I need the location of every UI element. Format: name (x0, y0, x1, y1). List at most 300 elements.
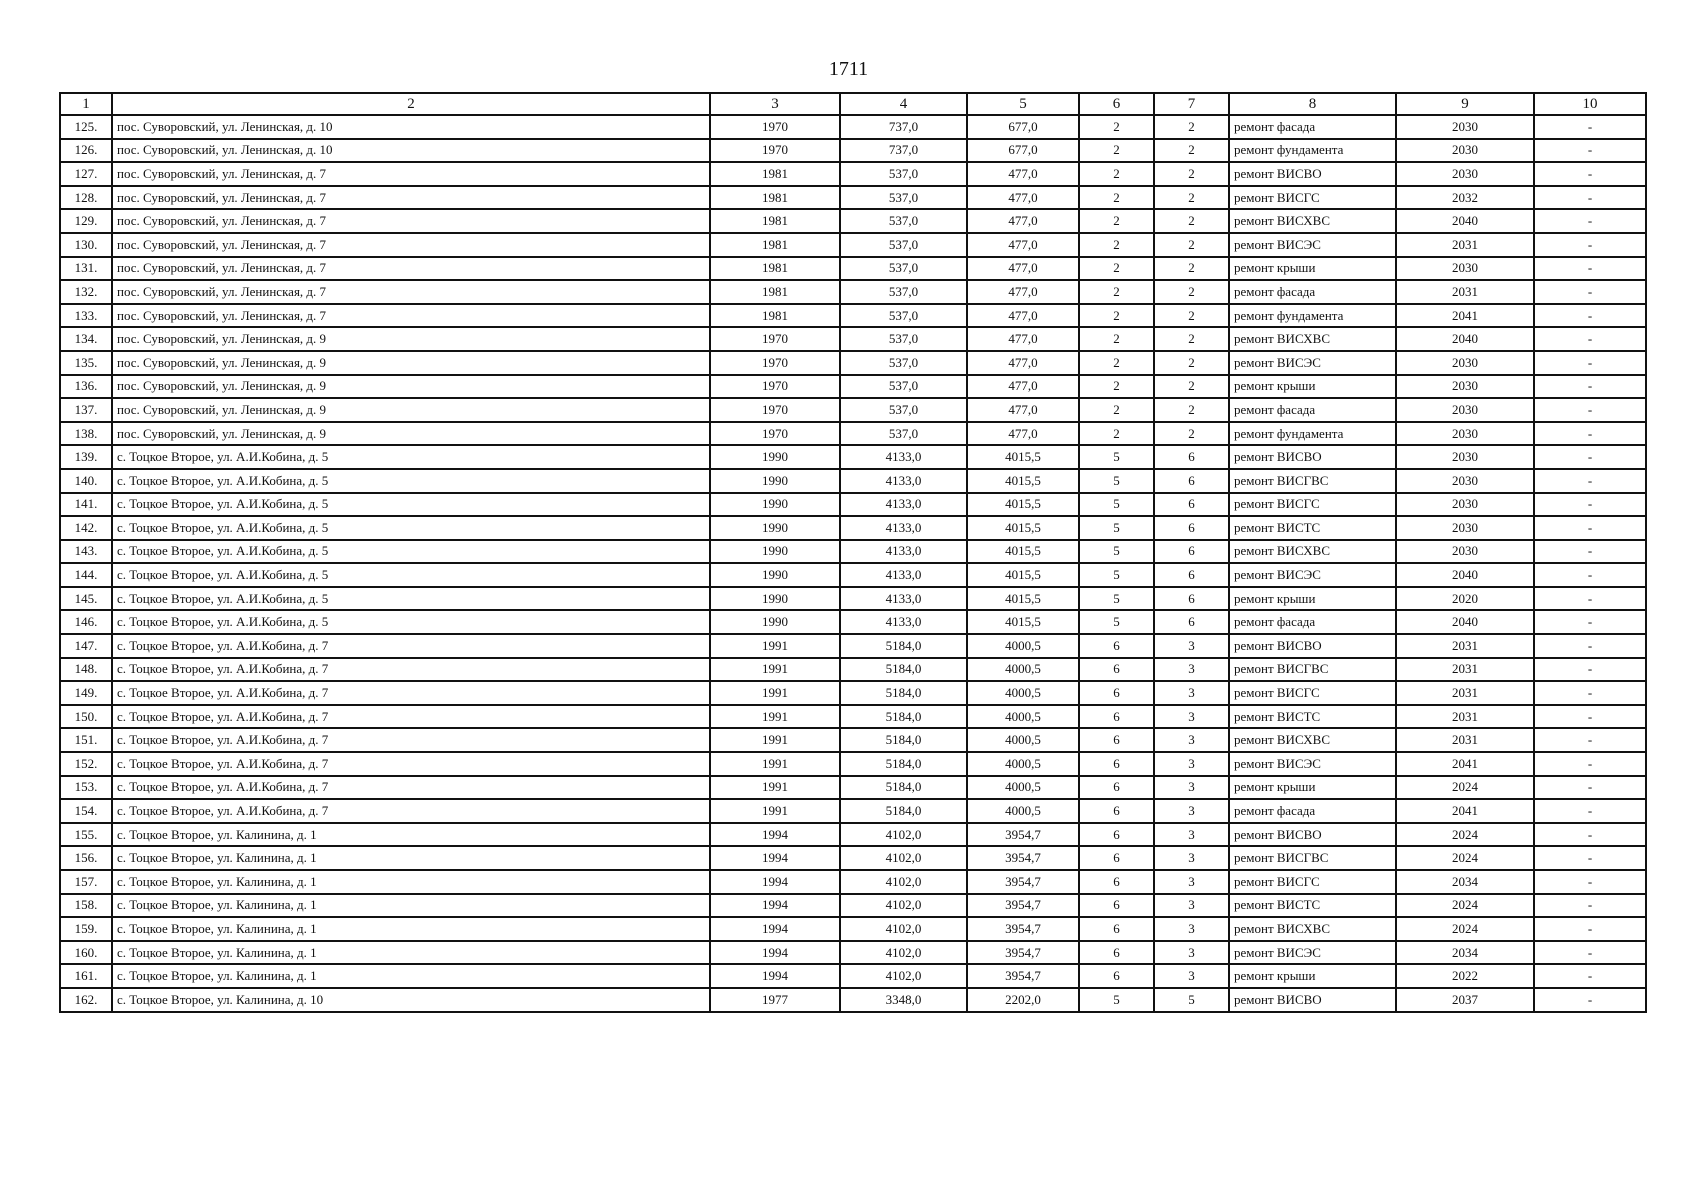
table-cell: 5184,0 (840, 728, 967, 752)
table-cell: пос. Суворовский, ул. Ленинская, д. 10 (112, 139, 710, 163)
table-row (60, 351, 1646, 375)
table-cell: 1994 (710, 894, 840, 918)
table-cell: 2040 (1396, 209, 1534, 233)
table-cell: - (1534, 422, 1646, 446)
table-cell: пос. Суворовский, ул. Ленинская, д. 7 (112, 162, 710, 186)
table-cell: 126. (60, 139, 112, 163)
table-cell: 4102,0 (840, 941, 967, 965)
table-cell: 2 (1079, 422, 1154, 446)
table-cell: 537,0 (840, 327, 967, 351)
table-cell: 1970 (710, 422, 840, 446)
table-row (60, 139, 1646, 163)
table-cell: 161. (60, 964, 112, 988)
table-cell: 2024 (1396, 846, 1534, 870)
table-cell: 2041 (1396, 304, 1534, 328)
table-cell: 4000,5 (967, 799, 1079, 823)
table-row (60, 846, 1646, 870)
table-row (60, 776, 1646, 800)
table-cell: 537,0 (840, 233, 967, 257)
table-cell: - (1534, 540, 1646, 564)
table-cell: 6 (1079, 894, 1154, 918)
table-row (60, 327, 1646, 351)
column-header: 7 (1154, 93, 1229, 115)
table-cell: 5184,0 (840, 658, 967, 682)
table-cell: 1977 (710, 988, 840, 1012)
table-cell: с. Тоцкое Второе, ул. А.И.Кобина, д. 7 (112, 752, 710, 776)
table-cell: 2 (1154, 257, 1229, 281)
table-cell: 1990 (710, 540, 840, 564)
table-cell: 2030 (1396, 398, 1534, 422)
column-header: 4 (840, 93, 967, 115)
table-cell: 2040 (1396, 327, 1534, 351)
table-cell: 537,0 (840, 280, 967, 304)
column-header: 8 (1229, 93, 1396, 115)
table-cell: 477,0 (967, 186, 1079, 210)
table-cell: 1991 (710, 799, 840, 823)
table-row (60, 162, 1646, 186)
table-cell: - (1534, 162, 1646, 186)
table-cell: пос. Суворовский, ул. Ленинская, д. 7 (112, 233, 710, 257)
table-cell: - (1534, 776, 1646, 800)
table-cell: 1981 (710, 257, 840, 281)
table-cell: 2 (1079, 257, 1154, 281)
table-cell: пос. Суворовский, ул. Ленинская, д. 7 (112, 257, 710, 281)
table-cell: 1981 (710, 162, 840, 186)
table-cell: 1991 (710, 776, 840, 800)
table-cell: 159. (60, 917, 112, 941)
table-cell: пос. Суворовский, ул. Ленинская, д. 9 (112, 422, 710, 446)
table-cell: 1991 (710, 752, 840, 776)
table-cell: ремонт крыши (1229, 776, 1396, 800)
table-cell: 5 (1079, 610, 1154, 634)
table-cell: ремонт ВИСГВС (1229, 846, 1396, 870)
table-cell: 2030 (1396, 162, 1534, 186)
table-cell: 3348,0 (840, 988, 967, 1012)
table-cell: 6 (1079, 776, 1154, 800)
table-cell: 156. (60, 846, 112, 870)
table-cell: ремонт фасада (1229, 398, 1396, 422)
table-cell: 147. (60, 634, 112, 658)
page-number: 1711 (828, 58, 869, 80)
table-cell: 1994 (710, 870, 840, 894)
table-cell: 5 (1079, 563, 1154, 587)
table-cell: 1970 (710, 351, 840, 375)
table-cell: ремонт фундамента (1229, 422, 1396, 446)
table-cell: 6 (1079, 728, 1154, 752)
table-cell: 4102,0 (840, 870, 967, 894)
table-cell: 2 (1079, 398, 1154, 422)
table-cell: 2020 (1396, 587, 1534, 611)
table-cell: 2 (1154, 115, 1229, 139)
table-cell: 3 (1154, 823, 1229, 847)
table-cell: 2 (1154, 280, 1229, 304)
table-cell: 477,0 (967, 162, 1079, 186)
table-cell: 4015,5 (967, 563, 1079, 587)
table-cell: 4102,0 (840, 964, 967, 988)
table-cell: - (1534, 257, 1646, 281)
table-cell: 1990 (710, 493, 840, 517)
table-cell: - (1534, 658, 1646, 682)
table-cell: 6 (1079, 964, 1154, 988)
table-body (60, 93, 1646, 1012)
table-cell: с. Тоцкое Второе, ул. А.И.Кобина, д. 5 (112, 516, 710, 540)
table-cell: с. Тоцкое Второе, ул. А.И.Кобина, д. 7 (112, 799, 710, 823)
column-header: 9 (1396, 93, 1534, 115)
table-cell: 2031 (1396, 280, 1534, 304)
table-cell: 2 (1154, 304, 1229, 328)
table-row (60, 257, 1646, 281)
table-cell: 3 (1154, 776, 1229, 800)
table-cell: 6 (1154, 516, 1229, 540)
table-cell: 1970 (710, 375, 840, 399)
table-cell: - (1534, 139, 1646, 163)
table-cell: - (1534, 846, 1646, 870)
table-cell: 6 (1079, 705, 1154, 729)
table-row (60, 398, 1646, 422)
table-cell: - (1534, 304, 1646, 328)
table-cell: ремонт фасада (1229, 610, 1396, 634)
table-cell: ремонт ВИСЭС (1229, 752, 1396, 776)
table-cell: 1991 (710, 728, 840, 752)
table-cell: 1991 (710, 705, 840, 729)
table-cell: 6 (1154, 493, 1229, 517)
table-cell: 133. (60, 304, 112, 328)
table-cell: 6 (1079, 917, 1154, 941)
table-cell: ремонт ВИСХВС (1229, 327, 1396, 351)
table-row (60, 870, 1646, 894)
table-cell: 4015,5 (967, 493, 1079, 517)
table-cell: 5184,0 (840, 752, 967, 776)
table-cell: 2 (1079, 351, 1154, 375)
table-cell: - (1534, 681, 1646, 705)
table-cell: с. Тоцкое Второе, ул. Калинина, д. 1 (112, 823, 710, 847)
table-cell: 1990 (710, 445, 840, 469)
table-cell: 138. (60, 422, 112, 446)
table-cell: 6 (1079, 752, 1154, 776)
table-cell: 143. (60, 540, 112, 564)
table-cell: 5184,0 (840, 799, 967, 823)
table-cell: 2030 (1396, 493, 1534, 517)
table-cell: 2030 (1396, 422, 1534, 446)
table-row (60, 941, 1646, 965)
table-cell: 1981 (710, 186, 840, 210)
table-cell: 2022 (1396, 964, 1534, 988)
table-cell: ремонт ВИСГС (1229, 681, 1396, 705)
table-cell: с. Тоцкое Второе, ул. Калинина, д. 1 (112, 894, 710, 918)
table-cell: 6 (1079, 941, 1154, 965)
table-cell: с. Тоцкое Второе, ул. А.И.Кобина, д. 5 (112, 469, 710, 493)
table-cell: 1970 (710, 139, 840, 163)
table-cell: 146. (60, 610, 112, 634)
table-cell: 3 (1154, 728, 1229, 752)
data-table (59, 92, 1647, 1013)
table-cell: 158. (60, 894, 112, 918)
table-cell: 5 (1079, 493, 1154, 517)
table-cell: - (1534, 516, 1646, 540)
table-cell: 4015,5 (967, 610, 1079, 634)
table-cell: 5 (1079, 988, 1154, 1012)
table-cell: 2030 (1396, 469, 1534, 493)
table-cell: с. Тоцкое Второе, ул. А.И.Кобина, д. 7 (112, 681, 710, 705)
table-cell: 1990 (710, 563, 840, 587)
table-cell: 2030 (1396, 115, 1534, 139)
table-cell: 140. (60, 469, 112, 493)
table-cell: 4000,5 (967, 728, 1079, 752)
table-cell: 477,0 (967, 233, 1079, 257)
table-cell: 1994 (710, 964, 840, 988)
table-cell: 4102,0 (840, 823, 967, 847)
table-cell: 4015,5 (967, 587, 1079, 611)
table-cell: 2 (1154, 327, 1229, 351)
table-cell: - (1534, 280, 1646, 304)
table-row (60, 917, 1646, 941)
table-cell: 4102,0 (840, 917, 967, 941)
table-cell: 2034 (1396, 941, 1534, 965)
table-cell: 145. (60, 587, 112, 611)
table-cell: - (1534, 209, 1646, 233)
table-cell: с. Тоцкое Второе, ул. А.И.Кобина, д. 7 (112, 658, 710, 682)
table-cell: 2 (1079, 375, 1154, 399)
table-cell: 6 (1154, 540, 1229, 564)
table-cell: 2024 (1396, 823, 1534, 847)
table-cell: 6 (1079, 823, 1154, 847)
table-row (60, 375, 1646, 399)
table-cell: ремонт ВИСЭС (1229, 563, 1396, 587)
table-cell: - (1534, 375, 1646, 399)
table-cell: 2030 (1396, 351, 1534, 375)
table-cell: 139. (60, 445, 112, 469)
table-cell: 1970 (710, 398, 840, 422)
table-row (60, 445, 1646, 469)
table-cell: 2 (1079, 139, 1154, 163)
table-cell: 6 (1154, 445, 1229, 469)
table-cell: с. Тоцкое Второе, ул. Калинина, д. 1 (112, 964, 710, 988)
table-cell: 3 (1154, 634, 1229, 658)
table-cell: 148. (60, 658, 112, 682)
table-cell: 2030 (1396, 445, 1534, 469)
table-cell: 1981 (710, 304, 840, 328)
table-cell: 2 (1079, 209, 1154, 233)
table-cell: - (1534, 634, 1646, 658)
table-cell: 537,0 (840, 375, 967, 399)
table-cell: - (1534, 799, 1646, 823)
table-cell: пос. Суворовский, ул. Ленинская, д. 9 (112, 375, 710, 399)
table-cell: 477,0 (967, 280, 1079, 304)
table-cell: 4133,0 (840, 493, 967, 517)
table-cell: 149. (60, 681, 112, 705)
table-cell: 2 (1079, 233, 1154, 257)
table-cell: ремонт ВИСХВС (1229, 728, 1396, 752)
table-cell: - (1534, 894, 1646, 918)
table-cell: - (1534, 563, 1646, 587)
table-cell: 2034 (1396, 870, 1534, 894)
table-cell: 677,0 (967, 139, 1079, 163)
table-cell: 4000,5 (967, 752, 1079, 776)
table-cell: 141. (60, 493, 112, 517)
table-cell: 1970 (710, 115, 840, 139)
table-cell: 677,0 (967, 115, 1079, 139)
table-cell: пос. Суворовский, ул. Ленинская, д. 9 (112, 351, 710, 375)
table-cell: с. Тоцкое Второе, ул. А.И.Кобина, д. 5 (112, 540, 710, 564)
table-cell: 3954,7 (967, 917, 1079, 941)
table-cell: 2040 (1396, 610, 1534, 634)
table-cell: 4015,5 (967, 516, 1079, 540)
table-row (60, 304, 1646, 328)
table-cell: 1994 (710, 846, 840, 870)
table-cell: с. Тоцкое Второе, ул. Калинина, д. 1 (112, 941, 710, 965)
table-cell: с. Тоцкое Второе, ул. А.И.Кобина, д. 5 (112, 587, 710, 611)
table-cell: 2030 (1396, 516, 1534, 540)
table-cell: 160. (60, 941, 112, 965)
table-row (60, 587, 1646, 611)
table-cell: 5 (1079, 516, 1154, 540)
table-cell: 6 (1154, 469, 1229, 493)
table-row (60, 422, 1646, 446)
table-cell: 2030 (1396, 375, 1534, 399)
table-cell: с. Тоцкое Второе, ул. А.И.Кобина, д. 5 (112, 563, 710, 587)
table-cell: ремонт ВИСЭС (1229, 351, 1396, 375)
table-cell: ремонт ВИСЭС (1229, 941, 1396, 965)
table-cell: 2 (1154, 351, 1229, 375)
table-cell: 1991 (710, 634, 840, 658)
table-cell: с. Тоцкое Второе, ул. А.И.Кобина, д. 7 (112, 728, 710, 752)
table-cell: 2041 (1396, 799, 1534, 823)
table-cell: 6 (1079, 799, 1154, 823)
table-cell: с. Тоцкое Второе, ул. Калинина, д. 10 (112, 988, 710, 1012)
table-cell: 3 (1154, 941, 1229, 965)
table-cell: ремонт ВИСГС (1229, 870, 1396, 894)
table-cell: 127. (60, 162, 112, 186)
column-header: 6 (1079, 93, 1154, 115)
table-cell: 3954,7 (967, 870, 1079, 894)
table-cell: 1994 (710, 823, 840, 847)
table-cell: - (1534, 823, 1646, 847)
table-cell: - (1534, 351, 1646, 375)
table-cell: 155. (60, 823, 112, 847)
table-row (60, 658, 1646, 682)
table-cell: - (1534, 941, 1646, 965)
table-cell: ремонт фундамента (1229, 139, 1396, 163)
table-cell: 4133,0 (840, 445, 967, 469)
table-cell: 2030 (1396, 540, 1534, 564)
table-cell: ремонт ВИСХВС (1229, 540, 1396, 564)
table-row (60, 681, 1646, 705)
table-cell: 2 (1154, 162, 1229, 186)
table-cell: ремонт ВИСГВС (1229, 469, 1396, 493)
table-cell: 1990 (710, 516, 840, 540)
table-cell: 150. (60, 705, 112, 729)
table-cell: - (1534, 115, 1646, 139)
table-cell: 136. (60, 375, 112, 399)
table-cell: 3 (1154, 964, 1229, 988)
table-cell: 4000,5 (967, 681, 1079, 705)
table-cell: - (1534, 705, 1646, 729)
table-cell: 6 (1079, 870, 1154, 894)
table-row (60, 728, 1646, 752)
table-cell: 144. (60, 563, 112, 587)
table-cell: ремонт ВИСВО (1229, 445, 1396, 469)
table-cell: - (1534, 610, 1646, 634)
table-cell: пос. Суворовский, ул. Ленинская, д. 10 (112, 115, 710, 139)
table-cell: 4133,0 (840, 563, 967, 587)
table-row (60, 705, 1646, 729)
table-cell: 3954,7 (967, 894, 1079, 918)
table-cell: 162. (60, 988, 112, 1012)
table-row (60, 280, 1646, 304)
table-cell: 477,0 (967, 422, 1079, 446)
table-cell: 4000,5 (967, 634, 1079, 658)
table-cell: - (1534, 870, 1646, 894)
table-cell: - (1534, 917, 1646, 941)
table-cell: 3954,7 (967, 846, 1079, 870)
table-cell: 2031 (1396, 634, 1534, 658)
table-cell: ремонт фасада (1229, 799, 1396, 823)
header-row (60, 93, 1646, 115)
table-cell: 2030 (1396, 257, 1534, 281)
table-cell: 2024 (1396, 917, 1534, 941)
table-cell: 137. (60, 398, 112, 422)
table-cell: 2 (1079, 162, 1154, 186)
table-cell: 2 (1079, 327, 1154, 351)
table-cell: 2 (1154, 139, 1229, 163)
table-row (60, 823, 1646, 847)
table-cell: 477,0 (967, 304, 1079, 328)
table-cell: ремонт ВИСТС (1229, 894, 1396, 918)
table-cell: 5 (1079, 445, 1154, 469)
table-cell: с. Тоцкое Второе, ул. А.И.Кобина, д. 5 (112, 610, 710, 634)
table-cell: 2037 (1396, 988, 1534, 1012)
table-cell: 3954,7 (967, 823, 1079, 847)
table-cell: ремонт ВИСХВС (1229, 917, 1396, 941)
table-row (60, 988, 1646, 1012)
table-cell: 6 (1079, 846, 1154, 870)
table-cell: - (1534, 233, 1646, 257)
table-cell: 6 (1154, 563, 1229, 587)
table-cell: 2 (1154, 422, 1229, 446)
table-cell: пос. Суворовский, ул. Ленинская, д. 9 (112, 327, 710, 351)
table-cell: 2 (1154, 233, 1229, 257)
table-cell: 2031 (1396, 658, 1534, 682)
table-cell: 5184,0 (840, 634, 967, 658)
table-cell: с. Тоцкое Второе, ул. Калинина, д. 1 (112, 870, 710, 894)
table-cell: ремонт ВИСХВС (1229, 209, 1396, 233)
table-cell: 5184,0 (840, 776, 967, 800)
column-header: 10 (1534, 93, 1646, 115)
table-cell: ремонт ВИСВО (1229, 988, 1396, 1012)
table-row (60, 115, 1646, 139)
table-cell: 1990 (710, 469, 840, 493)
table-cell: 4015,5 (967, 540, 1079, 564)
table-cell: с. Тоцкое Второе, ул. А.И.Кобина, д. 5 (112, 445, 710, 469)
table-cell: 537,0 (840, 398, 967, 422)
table-cell: 3 (1154, 846, 1229, 870)
table-cell: 1994 (710, 917, 840, 941)
table-cell: 5 (1154, 988, 1229, 1012)
table-cell: ремонт фасада (1229, 115, 1396, 139)
table-cell: ремонт фасада (1229, 280, 1396, 304)
table-cell: - (1534, 728, 1646, 752)
table-cell: 130. (60, 233, 112, 257)
table-row (60, 540, 1646, 564)
table-cell: ремонт ВИСВО (1229, 823, 1396, 847)
table-cell: 4133,0 (840, 610, 967, 634)
table-cell: пос. Суворовский, ул. Ленинская, д. 7 (112, 186, 710, 210)
table-cell: 477,0 (967, 398, 1079, 422)
table-cell: 1981 (710, 209, 840, 233)
table-cell: 4102,0 (840, 846, 967, 870)
table-row (60, 752, 1646, 776)
table-row (60, 799, 1646, 823)
